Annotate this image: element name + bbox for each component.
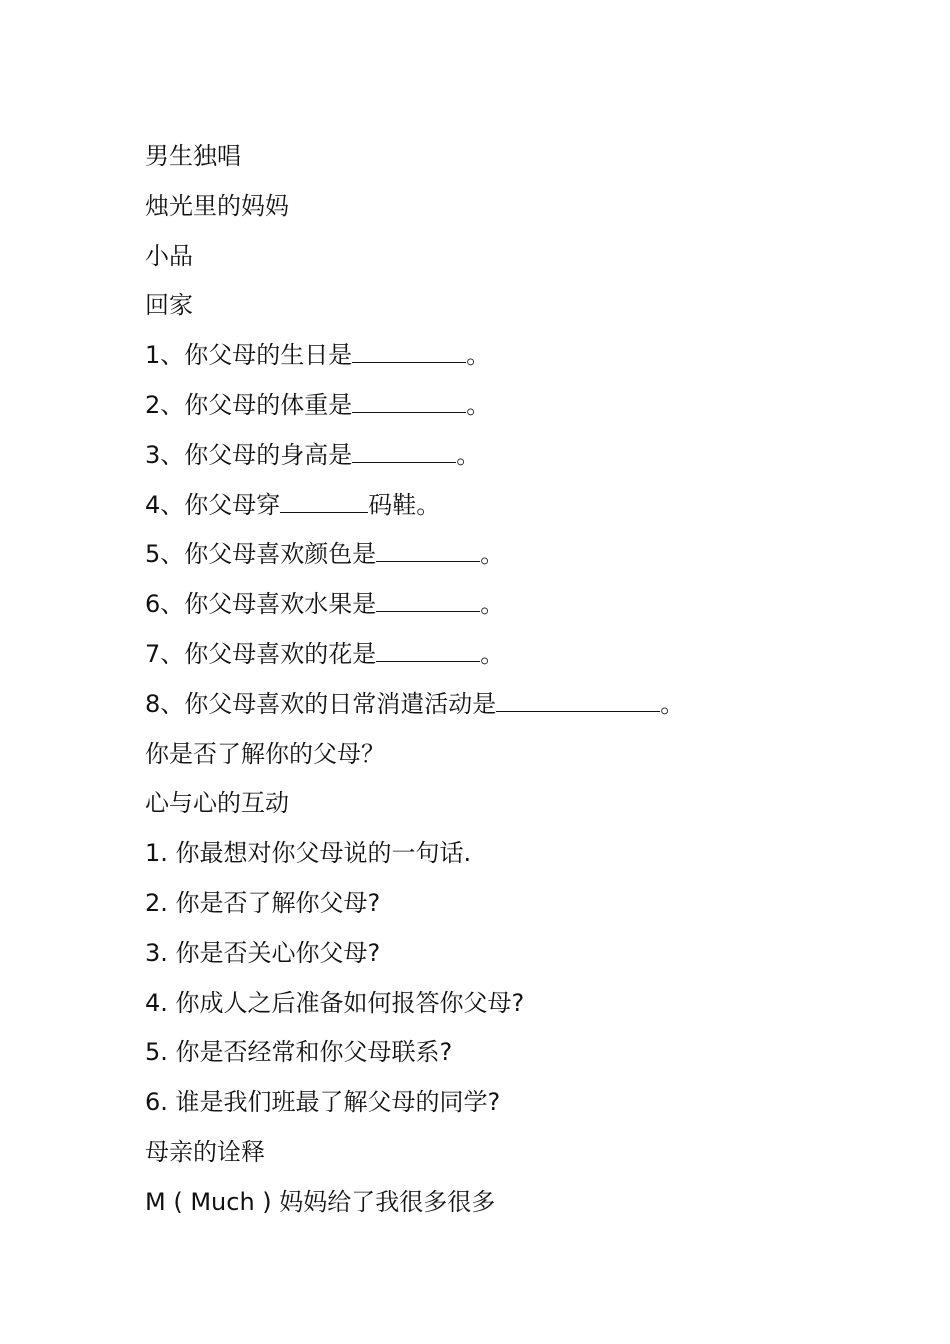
question-6-end: 。 [480,590,505,619]
question-6-text: 6、你父母喜欢水果是 [145,590,377,619]
answer-blank-6 [376,589,480,612]
answer-blank-1 [352,340,466,363]
question-3-text: 3、你父母的身高是 [145,440,353,469]
question-5 [145,530,865,580]
question-4 [145,481,865,531]
question-1 [145,331,865,381]
skit-title: 回家 [145,291,193,320]
question-2-text: 2、你父母的体重是 [145,390,353,419]
heading-mother-meaning: 母亲的诠释 [145,1137,265,1166]
interaction-item-6: 6. 谁是我们班最了解父母的同学? [145,1088,501,1117]
quiz-question: 你是否了解你的父母？ [145,739,385,768]
interaction-item-5: 5. 你是否经常和你父母联系? [145,1038,453,1067]
question-4-end: 码鞋。 [368,490,441,519]
question-7 [145,630,865,680]
answer-blank-3 [352,440,456,463]
answer-blank-5 [376,539,480,562]
question-3 [145,431,865,481]
interaction-item-4: 4. 你成人之后准备如何报答你父母? [145,988,525,1017]
answer-blank-4 [280,490,368,513]
question-1-end: 。 [466,341,491,370]
question-4-text: 4、你父母穿 [145,490,281,519]
interaction-item-3: 3. 你是否关心你父母? [145,938,381,967]
mother-meaning-m: M ( Much ) 妈妈给了我很多很多 [145,1187,496,1216]
question-7-end: 。 [480,639,505,668]
heading-male-solo: 男生独唱 [145,142,241,170]
question-6 [145,580,865,630]
heading-interaction: 心与心的互动 [145,789,289,818]
heading-skit: 小品 [145,241,193,270]
answer-blank-7 [376,639,480,662]
question-8-end: 。 [660,689,685,718]
answer-blank-8 [496,689,660,712]
question-5-end: 。 [480,540,505,569]
question-8 [145,680,865,730]
document-body [145,132,865,1228]
question-2-end: 。 [466,390,491,419]
question-2 [145,381,865,431]
song-title: 烛光里的妈妈 [145,191,289,220]
question-8-text: 8、你父母喜欢的日常消遣活动是 [145,689,497,718]
question-5-text: 5、你父母喜欢颜色是 [145,540,377,569]
answer-blank-2 [352,390,466,413]
question-7-text: 7、你父母喜欢的花是 [145,639,377,668]
question-3-end: 。 [456,440,481,469]
interaction-item-2: 2. 你是否了解你父母? [145,888,381,917]
question-1-text: 1、你父母的生日是 [145,341,353,370]
interaction-item-1: 1. 你最想对你父母说的一句话. [145,839,472,868]
